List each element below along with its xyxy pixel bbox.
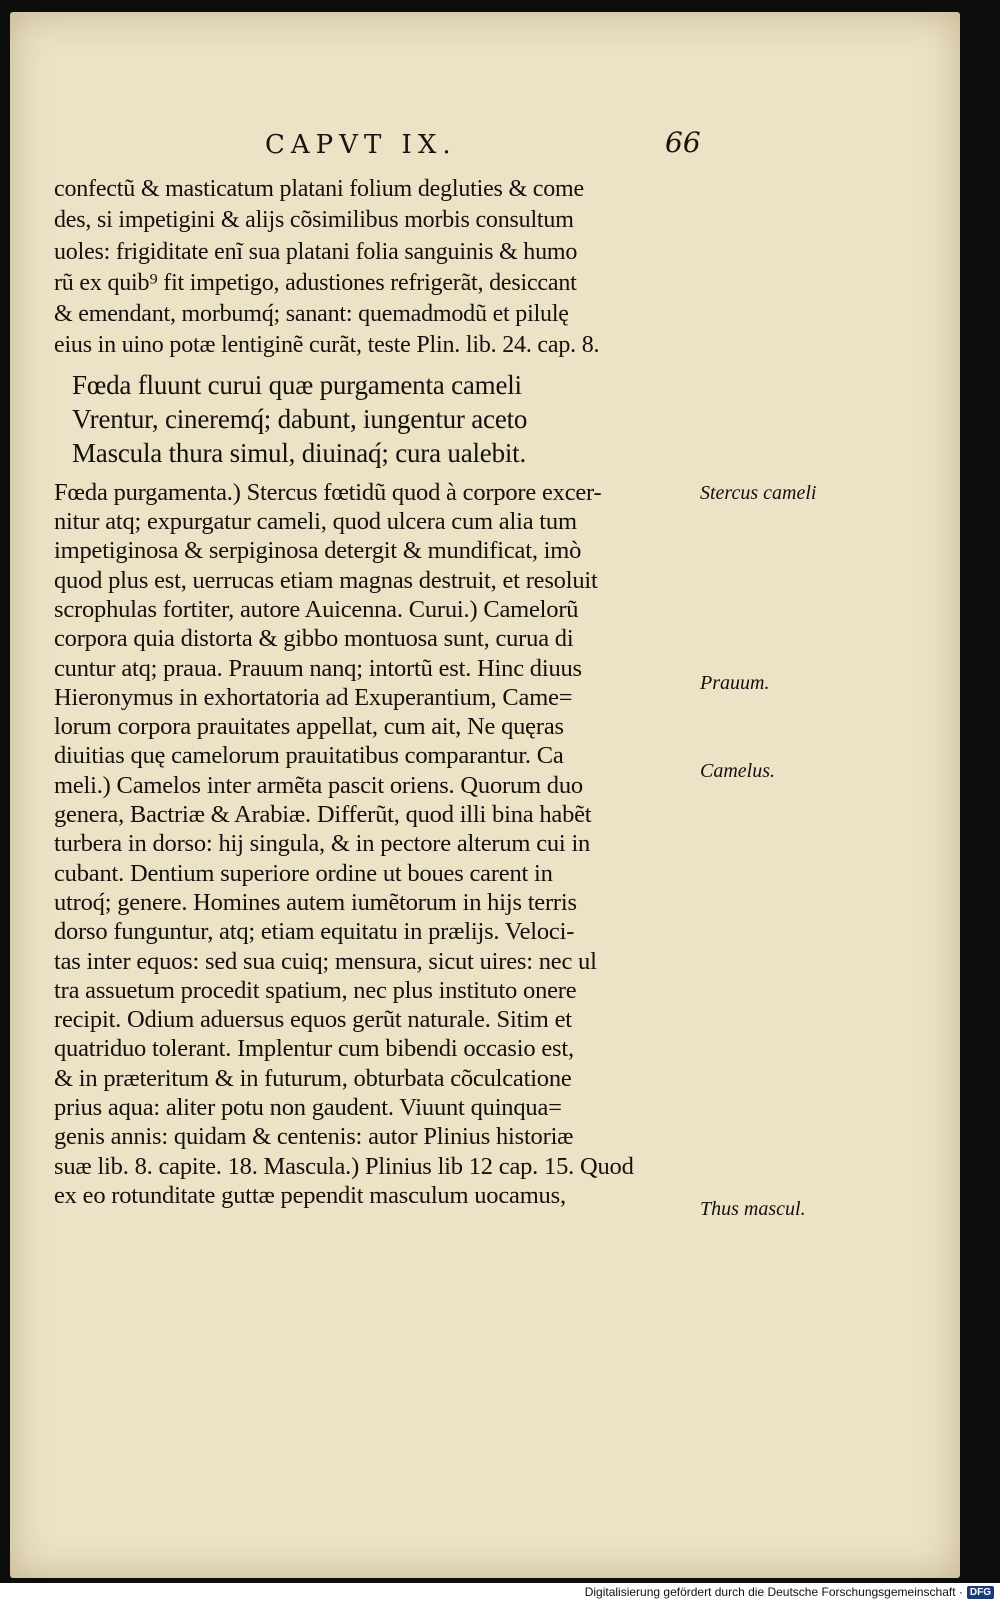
text-line: utroq́; genere. Homines autem iumẽtorum in hijs terris — [54, 888, 577, 916]
text-line: rũ ex quib⁹ fit impetigo, adustiones refrigerãt, desiccant — [54, 269, 577, 296]
text-line: confectũ & masticatum platani folium degluties & come — [54, 176, 584, 202]
text-line: lorum corpora prauitates appellat, cum ait, Ne quęras — [54, 713, 564, 741]
text-line: Fœda purgamenta.) Stercus fœtidũ quod à corpore excer- — [54, 478, 602, 506]
running-title: CAPVT IX. — [265, 130, 457, 160]
text-line: & emendant, morbumq́; sanant: quemadmodũ et pilulę — [54, 301, 569, 328]
text-line: tas inter equos: sed sua cuiq; mensura, sicut uires: nec ul — [54, 947, 597, 975]
digitization-footer — [585, 1585, 994, 1599]
verse-line: Mascula thura simul, diuinaq́; cura ualebit. — [72, 437, 527, 468]
footer-credit: Digitalisierung gefördert durch die Deutsche Forschungsgemeinschaft · — [584, 1585, 963, 1599]
commentary-bottom — [54, 478, 714, 1210]
text-line: uoles: frigiditate enĩ sua platani folia sanguinis & humo — [54, 238, 578, 265]
text-line: genis annis: quidam & centenis: autor Plinius historiæ — [54, 1123, 574, 1151]
text-line: meli.) Camelos inter armẽta pascit oriens. Quorum duo — [54, 771, 583, 799]
text-line: Hieronymus in exhortatoria ad Exuperantium, Came= — [54, 683, 573, 711]
folio-number: 66 — [665, 126, 701, 159]
marginal-note: Camelus. — [700, 760, 775, 782]
dfg-logo-icon: DFG — [967, 1586, 994, 1599]
marginal-note: Thus mascul. — [700, 1198, 806, 1220]
text-line: diuitias quę camelorum prauitatibus comparantur. Ca — [54, 742, 564, 770]
text-line: quatriduo tolerant. Implentur cum bibendi occasio est, — [54, 1035, 574, 1063]
text-line: nitur atq; expurgatur cameli, quod ulcera cum alia tum — [54, 508, 577, 536]
text-line: cuntur atq; praua. Prauum nanq; intortũ est. Hinc diuus — [54, 654, 582, 682]
text-line: corpora quia distorta & gibbo montuosa sunt, curua di — [54, 625, 574, 653]
text-line: cubant. Dentium superiore ordine ut boues carent in — [54, 859, 553, 887]
text-line: scrophulas fortiter, autore Auicenna. Curui.) Camelorũ — [54, 595, 579, 623]
text-line: suæ lib. 8. capite. 18. Mascula.) Plinius lib 12 cap. 15. Quod — [54, 1152, 634, 1180]
text-line: genera, Bactriæ & Arabiæ. Differũt, quod illi bina habẽt — [54, 801, 592, 829]
text-line: turbera in dorso: hij singula, & in pectore alterum cui in — [54, 830, 591, 858]
main-text-block — [54, 174, 714, 1210]
verse-line: Fœda fluunt curui quæ purgamenta cameli — [72, 369, 522, 400]
text-line: quod plus est, uerrucas etiam magnas destruit, et resoluit — [54, 566, 598, 594]
text-line: recipit. Odium aduersus equos gerũt naturale. Sitim et — [54, 1006, 572, 1034]
text-line: eius in uino potæ lentiginẽ curãt, teste Plin. lib. 24. cap. 8. — [54, 332, 600, 359]
verse-block — [54, 368, 714, 470]
text-line: dorso funguntur, atq; etiam equitatu in prælijs. Veloci- — [54, 918, 575, 946]
marginal-note: Prauum. — [700, 672, 770, 694]
text-line: & in præteritum & in futurum, obturbata cõculcatione — [54, 1064, 572, 1092]
commentary-top — [54, 174, 714, 362]
text-line: impetiginosa & serpiginosa detergit & mundificat, imò — [54, 537, 582, 565]
marginal-note: Stercus cameli — [700, 482, 817, 504]
verse-line: Vrentur, cineremq́; dabunt, iungentur aceto — [72, 403, 528, 434]
text-line: ex eo rotunditate guttæ pependit masculum uocamus, — [54, 1181, 566, 1209]
text-line: des, si impetigini & alijs cõsimilibus morbis consultum — [54, 207, 574, 234]
text-line: tra assuetum procedit spatium, nec plus instituto onere — [54, 976, 577, 1004]
text-line: prius aqua: aliter potu non gaudent. Viuunt quinqua= — [54, 1094, 562, 1122]
book-page — [10, 12, 960, 1578]
